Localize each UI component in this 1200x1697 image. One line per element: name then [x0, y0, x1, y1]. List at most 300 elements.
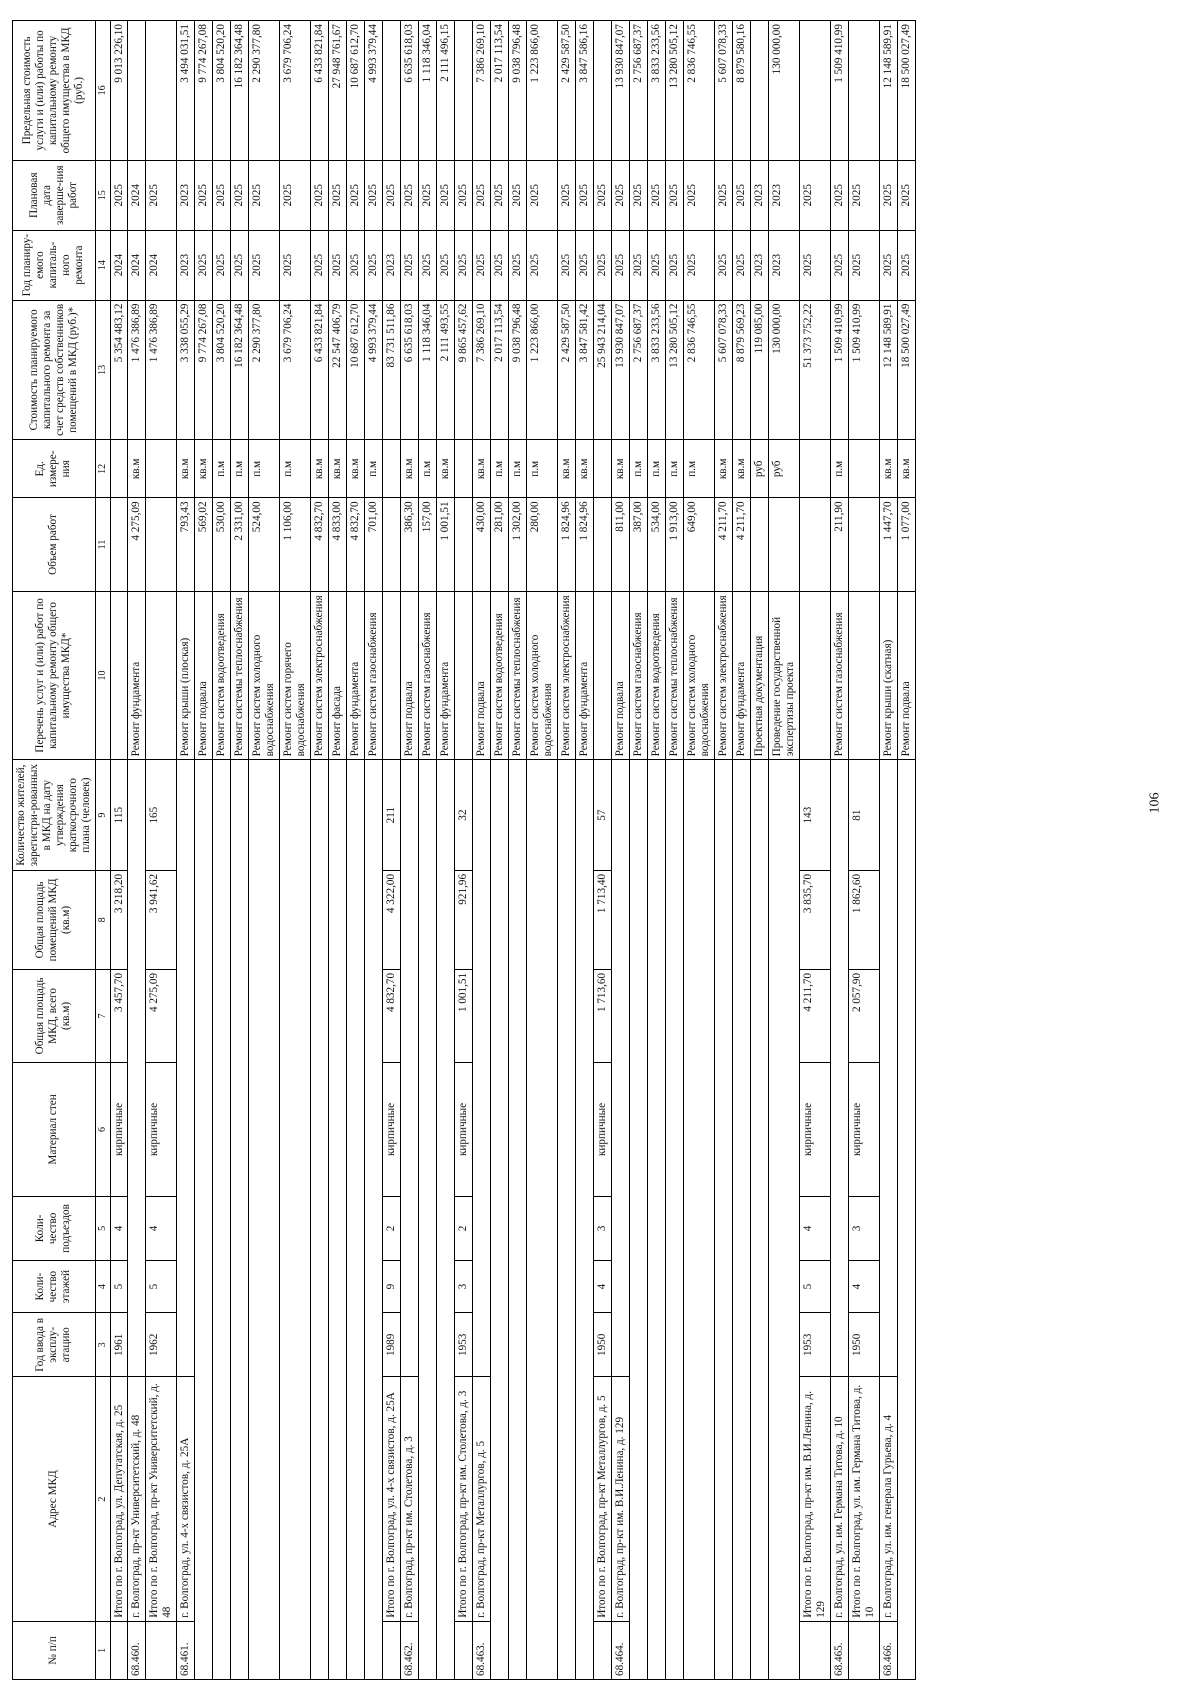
- col-header: Коли-чество этажей: [13, 1260, 96, 1312]
- build-year: 1953: [455, 1313, 473, 1377]
- end-date: 2025: [732, 160, 750, 230]
- col-number: 9: [95, 760, 110, 871]
- total-row: [383, 21, 401, 1680]
- plan-year: 2024: [128, 230, 146, 300]
- work-name: Ремонт систем водоотведения: [648, 591, 666, 760]
- table-row: [879, 21, 897, 1680]
- work-volume: 1 302,00: [509, 498, 527, 591]
- col-header: Плановая дата заверше-ния работ: [13, 160, 96, 230]
- plan-year: 2025: [280, 230, 311, 300]
- limit-cost: 1 223 866,00: [527, 21, 558, 161]
- work-volume: 2 331,00: [231, 498, 249, 591]
- floors: 4: [594, 1260, 612, 1312]
- table-row: [213, 21, 231, 1680]
- end-date: 2025: [146, 160, 177, 230]
- end-date: 2025: [329, 160, 347, 230]
- work-cost: 1 509 410,99: [830, 300, 848, 440]
- work-name: Ремонт систем газоснабжения: [365, 591, 383, 760]
- col-header: Перечень услуг и (или) работ по капитальному ремонту общего имущества МКД*: [13, 591, 96, 760]
- unit: п.м: [527, 440, 558, 498]
- total-cost: 51 373 752,22: [799, 300, 830, 440]
- table-row: [558, 21, 576, 1680]
- end-date: 2025: [648, 160, 666, 230]
- limit-cost: 3 679 706,24: [280, 21, 311, 161]
- plan-year: 2025: [594, 230, 612, 300]
- col-number: 13: [95, 300, 110, 440]
- plan-year: 2025: [455, 230, 473, 300]
- work-name: Ремонт систем газоснабжения: [630, 591, 648, 760]
- total-row: [146, 21, 177, 1680]
- plan-year: 2023: [750, 230, 768, 300]
- col-number: 2: [95, 1377, 110, 1621]
- column-number-row: [95, 21, 110, 1680]
- entrances: 2: [455, 1196, 473, 1260]
- total-row: [594, 21, 612, 1680]
- work-volume: 524,00: [249, 498, 280, 591]
- limit-cost: 2 429 587,50: [558, 21, 576, 161]
- work-name: Ремонт подвала: [195, 591, 213, 760]
- work-volume: 1 106,00: [280, 498, 311, 591]
- rotated-page: [12, 20, 1187, 1680]
- total-address: Итого по г. Волгоград, пр-кт Университетский, д. 48: [146, 1377, 177, 1621]
- unit: кв.м: [195, 440, 213, 498]
- work-cost: 6 635 618,03: [401, 300, 419, 440]
- col-header: Материал стен: [13, 1063, 96, 1197]
- limit-cost: 9 013 226,10: [110, 21, 128, 161]
- end-date: 2025: [347, 160, 365, 230]
- work-name: Ремонт фундамента: [128, 591, 146, 760]
- plan-year: 2025: [630, 230, 648, 300]
- end-date: 2025: [576, 160, 594, 230]
- work-name: Ремонт систем холодного водоснабжения: [683, 591, 714, 760]
- plan-year: 2025: [491, 230, 509, 300]
- floors: 5: [146, 1260, 177, 1312]
- col-number: 12: [95, 440, 110, 498]
- unit: п.м: [365, 440, 383, 498]
- col-header: Предельная стоимость услуги и (или) работы по капитальному ремонту общего имущества в МКД (руб.): [13, 21, 96, 161]
- limit-cost: 18 500 027,49: [897, 21, 915, 161]
- limit-cost: 13 930 847,07: [612, 21, 630, 161]
- plan-year: 2025: [848, 230, 879, 300]
- col-number: 6: [95, 1063, 110, 1197]
- end-date: 2025: [594, 160, 612, 230]
- col-header: Общая площадь МКД, всего (кв.м): [13, 969, 96, 1062]
- work-name: Ремонт системы теплоснабжения: [509, 591, 527, 760]
- work-volume: 4 275,09: [128, 498, 146, 591]
- total-row: [799, 21, 830, 1680]
- work-cost: 13 930 847,07: [612, 300, 630, 440]
- row-number: 68.463.: [473, 1621, 491, 1679]
- limit-cost: 4 993 379,44: [365, 21, 383, 161]
- unit: п.м: [830, 440, 848, 498]
- work-name: Ремонт систем холодного водоснабжения: [249, 591, 280, 760]
- work-cost: 1 118 346,04: [419, 300, 437, 440]
- col-header: № п/п: [13, 1621, 96, 1679]
- total-row: [455, 21, 473, 1680]
- work-name: Ремонт подвала: [612, 591, 630, 760]
- unit: кв.м: [128, 440, 146, 498]
- row-number: 68.461.: [177, 1621, 195, 1679]
- table-row: [249, 21, 280, 1680]
- col-number: 5: [95, 1196, 110, 1260]
- work-volume: 701,00: [365, 498, 383, 591]
- plan-year: 2025: [799, 230, 830, 300]
- work-cost: 16 182 364,48: [231, 300, 249, 440]
- plan-year: 2025: [311, 230, 329, 300]
- col-header: Коли-чество подъездов: [13, 1196, 96, 1260]
- plan-year: 2025: [683, 230, 714, 300]
- limit-cost: 1 118 346,04: [419, 21, 437, 161]
- end-date: 2025: [213, 160, 231, 230]
- total-cost: 83 731 511,86: [383, 300, 401, 440]
- work-cost: 2 429 587,50: [558, 300, 576, 440]
- unit: п.м: [509, 440, 527, 498]
- end-date: 2025: [509, 160, 527, 230]
- limit-cost: 2 017 113,54: [491, 21, 509, 161]
- capital-repair-table: [12, 20, 916, 1680]
- work-volume: 649,00: [683, 498, 714, 591]
- unit: кв.м: [714, 440, 732, 498]
- limit-cost: 9 038 796,48: [509, 21, 527, 161]
- build-year: 1950: [594, 1313, 612, 1377]
- table-row: [311, 21, 329, 1680]
- end-date: 2025: [612, 160, 630, 230]
- limit-cost: 16 182 364,48: [231, 21, 249, 161]
- work-name: Ремонт подвала: [897, 591, 915, 760]
- work-cost: 2 756 687,37: [630, 300, 648, 440]
- limit-cost: 8 879 580,16: [732, 21, 750, 161]
- floors: 5: [799, 1260, 830, 1312]
- unit: п.м: [630, 440, 648, 498]
- wall-material: кирпичные: [455, 1063, 473, 1197]
- unit: п.м: [666, 440, 684, 498]
- limit-cost: 2 836 746,55: [683, 21, 714, 161]
- entrances: 2: [383, 1196, 401, 1260]
- work-cost: 6 433 821,84: [311, 300, 329, 440]
- col-header: Год планиру-емого капиталь-ного ремонта: [13, 230, 96, 300]
- table-row: [612, 21, 630, 1680]
- limit-cost: 2 290 377,80: [249, 21, 280, 161]
- wall-material: кирпичные: [383, 1063, 401, 1197]
- limit-cost: 27 948 761,67: [329, 21, 347, 161]
- work-cost: 8 879 569,23: [732, 300, 750, 440]
- table-row: [732, 21, 750, 1680]
- premises-area: 1 862,60: [848, 870, 879, 969]
- wall-material: кирпичные: [848, 1063, 879, 1197]
- unit: кв.м: [473, 440, 491, 498]
- col-number: 1: [95, 1621, 110, 1679]
- table-row: [630, 21, 648, 1680]
- unit: кв.м: [177, 440, 195, 498]
- work-name: Ремонт систем газоснабжения: [830, 591, 848, 760]
- floors: 5: [110, 1260, 128, 1312]
- unit: п.м: [683, 440, 714, 498]
- col-header: Объем работ: [13, 498, 96, 591]
- work-volume: 4 832,70: [311, 498, 329, 591]
- table-row: [830, 21, 848, 1680]
- work-name: Ремонт фундамента: [732, 591, 750, 760]
- plan-year: 2025: [401, 230, 419, 300]
- plan-year: 2025: [473, 230, 491, 300]
- unit: кв.м: [732, 440, 750, 498]
- unit: кв.м: [612, 440, 630, 498]
- col-number: 3: [95, 1313, 110, 1377]
- work-name: Ремонт систем электроснабжения: [311, 591, 329, 760]
- limit-cost: 10 687 612,70: [347, 21, 365, 161]
- limit-cost: 2 111 496,15: [437, 21, 455, 161]
- limit-cost: 12 148 589,91: [879, 21, 897, 161]
- total-area: 4 832,70: [383, 969, 401, 1062]
- address: г. Волгоград, пр-кт Металлургов, д. 5: [473, 1377, 491, 1621]
- total-cost: 1 509 410,99: [848, 300, 879, 440]
- work-name: Ремонт систем водоотведения: [491, 591, 509, 760]
- end-date: 2025: [280, 160, 311, 230]
- total-cost: 1 476 386,89: [146, 300, 177, 440]
- plan-year: 2025: [897, 230, 915, 300]
- total-address: Итого по г. Волгоград, ул. Депутатская, д. 25: [110, 1377, 128, 1621]
- end-date: 2025: [897, 160, 915, 230]
- address: г. Волгоград, ул. им. Германа Титова, д. 10: [830, 1377, 848, 1621]
- work-volume: 1 001,51: [437, 498, 455, 591]
- work-cost: 22 547 406,79: [329, 300, 347, 440]
- work-cost: 2 290 377,80: [249, 300, 280, 440]
- table-row: [231, 21, 249, 1680]
- col-header: Адрес МКД: [13, 1377, 96, 1621]
- end-date: 2024: [128, 160, 146, 230]
- limit-cost: 2 756 687,37: [630, 21, 648, 161]
- col-number: 15: [95, 160, 110, 230]
- plan-year: 2025: [612, 230, 630, 300]
- end-date: 2025: [848, 160, 879, 230]
- floors: 3: [455, 1260, 473, 1312]
- plan-year: 2025: [231, 230, 249, 300]
- work-cost: 3 847 581,42: [576, 300, 594, 440]
- unit: кв.м: [347, 440, 365, 498]
- limit-cost: 3 847 586,16: [576, 21, 594, 161]
- limit-cost: 130 000,00: [768, 21, 799, 161]
- work-name: Ремонт систем водоотведения: [213, 591, 231, 760]
- plan-year: 2025: [419, 230, 437, 300]
- work-volume: 430,00: [473, 498, 491, 591]
- work-volume: 1 824,96: [576, 498, 594, 591]
- work-volume: 1 913,00: [666, 498, 684, 591]
- table-row: [195, 21, 213, 1680]
- plan-year: 2025: [879, 230, 897, 300]
- entrances: 3: [848, 1196, 879, 1260]
- table-row: [491, 21, 509, 1680]
- end-date: 2023: [177, 160, 195, 230]
- end-date: 2025: [830, 160, 848, 230]
- end-date: 2025: [231, 160, 249, 230]
- work-name: Ремонт систем газоснабжения: [419, 591, 437, 760]
- entrances: 3: [594, 1196, 612, 1260]
- work-cost: 13 280 505,12: [666, 300, 684, 440]
- premises-area: 3 218,20: [110, 870, 128, 969]
- end-date: 2023: [768, 160, 799, 230]
- work-name: Ремонт крыши (плоская): [177, 591, 195, 760]
- total-cost: 5 354 483,12: [110, 300, 128, 440]
- col-number: 14: [95, 230, 110, 300]
- header-row: [13, 21, 96, 1680]
- unit: кв.м: [329, 440, 347, 498]
- wall-material: кирпичные: [110, 1063, 128, 1197]
- end-date: 2025: [195, 160, 213, 230]
- plan-year: 2023: [383, 230, 401, 300]
- limit-cost: 3 494 031,51: [177, 21, 195, 161]
- work-cost: 9 774 267,08: [195, 300, 213, 440]
- total-area: 4 211,70: [799, 969, 830, 1062]
- limit-cost: 9 774 267,08: [195, 21, 213, 161]
- work-volume: 157,00: [419, 498, 437, 591]
- plan-year: 2025: [509, 230, 527, 300]
- work-volume: 211,90: [830, 498, 848, 591]
- unit: п.м: [231, 440, 249, 498]
- row-number: 68.465.: [830, 1621, 848, 1679]
- premises-area: 1 713,40: [594, 870, 612, 969]
- end-date: 2025: [249, 160, 280, 230]
- plan-year: 2025: [666, 230, 684, 300]
- build-year: 1953: [799, 1313, 830, 1377]
- work-volume: 4 211,70: [732, 498, 750, 591]
- table-row: [648, 21, 666, 1680]
- premises-area: 3 941,62: [146, 870, 177, 969]
- work-name: Ремонт фундамента: [347, 591, 365, 760]
- limit-cost: [750, 21, 768, 161]
- plan-year: 2025: [329, 230, 347, 300]
- table-row: [683, 21, 714, 1680]
- plan-year: 2025: [648, 230, 666, 300]
- work-volume: [750, 498, 768, 591]
- work-name: Ремонт систем холодного водоснабжения: [527, 591, 558, 760]
- work-name: Ремонт фундамента: [576, 591, 594, 760]
- row-number: 68.466.: [879, 1621, 897, 1679]
- col-number: 16: [95, 21, 110, 161]
- work-volume: 569,02: [195, 498, 213, 591]
- row-number: 68.462.: [401, 1621, 419, 1679]
- end-date: 2025: [527, 160, 558, 230]
- total-area: 4 275,09: [146, 969, 177, 1062]
- address: г. Волгоград, ул. им. генерала Гурьева, д. 4: [879, 1377, 897, 1621]
- work-volume: 793,43: [177, 498, 195, 591]
- end-date: 2025: [683, 160, 714, 230]
- work-volume: 534,00: [648, 498, 666, 591]
- table-row: [128, 21, 146, 1680]
- end-date: 2025: [365, 160, 383, 230]
- unit: руб: [768, 440, 799, 498]
- address: г. Волгоград, пр-кт им. Столетова, д. 3: [401, 1377, 419, 1621]
- table-row: [576, 21, 594, 1680]
- end-date: 2025: [383, 160, 401, 230]
- work-name: Ремонт подвала: [473, 591, 491, 760]
- work-name: Ремонт систем электроснабжения: [558, 591, 576, 760]
- end-date: 2025: [110, 160, 128, 230]
- work-cost: 130 000,00: [768, 300, 799, 440]
- work-volume: 4 833,00: [329, 498, 347, 591]
- end-date: 2025: [311, 160, 329, 230]
- limit-cost: 3 833 233,56: [648, 21, 666, 161]
- residents: 165: [146, 760, 177, 871]
- total-area: 2 057,90: [848, 969, 879, 1062]
- work-volume: [768, 498, 799, 591]
- work-volume: 386,30: [401, 498, 419, 591]
- row-number: 68.464.: [612, 1621, 630, 1679]
- build-year: 1989: [383, 1313, 401, 1377]
- work-name: Ремонт подвала: [401, 591, 419, 760]
- work-volume: 281,00: [491, 498, 509, 591]
- work-name: Ремонт систем горячего водоснабжения: [280, 591, 311, 760]
- total-cost: 25 943 214,04: [594, 300, 612, 440]
- total-row: [848, 21, 879, 1680]
- work-cost: 18 500 027,49: [897, 300, 915, 440]
- plan-year: 2025: [213, 230, 231, 300]
- plan-year: 2025: [732, 230, 750, 300]
- table-row: [527, 21, 558, 1680]
- work-name: Ремонт фундамента: [437, 591, 455, 760]
- work-volume: 1 447,70: [879, 498, 897, 591]
- table-row: [509, 21, 527, 1680]
- work-cost: 3 338 055,29: [177, 300, 195, 440]
- plan-year: 2025: [830, 230, 848, 300]
- unit: кв.м: [897, 440, 915, 498]
- work-cost: 3 679 706,24: [280, 300, 311, 440]
- total-area: 1 001,51: [455, 969, 473, 1062]
- total-address: Итого по г. Волгоград, пр-кт им. Столетова, д. 3: [455, 1377, 473, 1621]
- plan-year: 2025: [365, 230, 383, 300]
- plan-year: 2023: [768, 230, 799, 300]
- total-row: [110, 21, 128, 1680]
- limit-cost: 1 509 410,99: [830, 21, 848, 161]
- plan-year: 2025: [195, 230, 213, 300]
- plan-year: 2024: [110, 230, 128, 300]
- total-address: Итого по г. Волгоград, пр-кт им. В.И.Ленина, д. 129: [799, 1377, 830, 1621]
- table-row: [177, 21, 195, 1680]
- address: г. Волгоград, пр-кт им. В.И.Ленина, д. 129: [612, 1377, 630, 1621]
- table-row: [280, 21, 311, 1680]
- work-name: Ремонт крыши (скатная): [879, 591, 897, 760]
- work-volume: 387,00: [630, 498, 648, 591]
- work-name: Ремонт системы теплоснабжения: [231, 591, 249, 760]
- end-date: 2023: [750, 160, 768, 230]
- limit-cost: 13 280 505,12: [666, 21, 684, 161]
- entrances: 4: [146, 1196, 177, 1260]
- work-volume: 280,00: [527, 498, 558, 591]
- entrances: 4: [799, 1196, 830, 1260]
- col-header: Год ввода в эксплу-атацию: [13, 1313, 96, 1377]
- plan-year: 2024: [146, 230, 177, 300]
- plan-year: 2025: [347, 230, 365, 300]
- table-row: [750, 21, 768, 1680]
- work-cost: 5 607 078,33: [714, 300, 732, 440]
- residents: 115: [110, 760, 128, 871]
- plan-year: 2025: [576, 230, 594, 300]
- build-year: 1950: [848, 1313, 879, 1377]
- work-volume: 4 832,70: [347, 498, 365, 591]
- end-date: 2025: [666, 160, 684, 230]
- end-date: 2025: [799, 160, 830, 230]
- work-name: Проведение государственной экспертизы проекта: [768, 591, 799, 760]
- work-volume: 530,00: [213, 498, 231, 591]
- col-header: Ед. измере-ния: [13, 440, 96, 498]
- residents: 57: [594, 760, 612, 871]
- work-cost: 10 687 612,70: [347, 300, 365, 440]
- limit-cost: 6 433 821,84: [311, 21, 329, 161]
- table-row: [714, 21, 732, 1680]
- work-cost: 9 038 796,48: [509, 300, 527, 440]
- build-year: 1962: [146, 1313, 177, 1377]
- total-address: Итого по г. Волгоград, ул. 4-х связистов, д. 25А: [383, 1377, 401, 1621]
- unit: п.м: [249, 440, 280, 498]
- work-cost: 4 993 379,44: [365, 300, 383, 440]
